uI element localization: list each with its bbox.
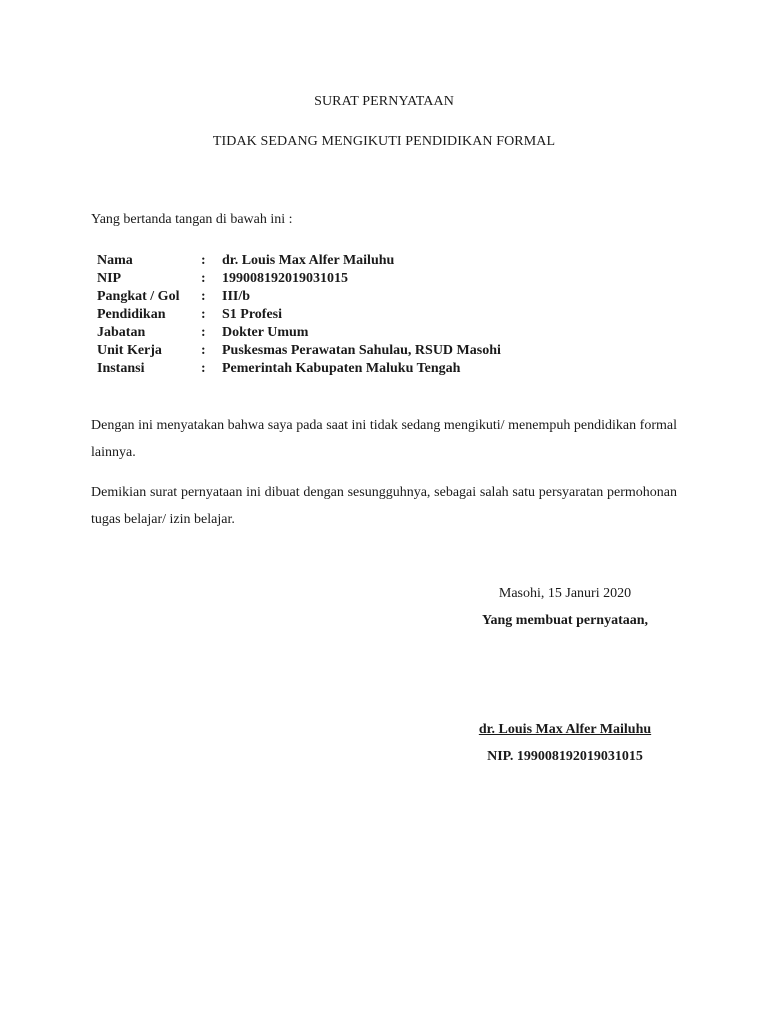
identity-colon: : [201, 271, 206, 286]
identity-value: Pemerintah Kabupaten Maluku Tengah [222, 361, 461, 376]
document-subtitle: TIDAK SEDANG MENGIKUTI PENDIDIKAN FORMAL [212, 134, 556, 149]
intro-text: Yang bertanda tangan di bawah ini : [91, 212, 293, 227]
identity-colon: : [201, 343, 206, 358]
identity-label: Pendidikan [97, 307, 166, 322]
identity-label: Pangkat / Gol [97, 289, 180, 304]
identity-label: Jabatan [97, 325, 146, 340]
identity-value: dr. Louis Max Alfer Mailuhu [222, 253, 395, 268]
identity-value: III/b [222, 289, 251, 304]
place-date: Masohi, 15 Januri 2020 [498, 586, 632, 601]
identity-label: Instansi [97, 361, 145, 376]
identity-colon: : [201, 361, 206, 376]
identity-value: 199008192019031015 [222, 271, 348, 286]
identity-colon: : [201, 289, 206, 304]
signer-name: dr. Louis Max Alfer Mailuhu [478, 722, 652, 737]
closing-paragraph: Demikian surat pernyataan ini dibuat dengan sesungguhnya, sebagai salah satu persyaratan permohonan tugas belajar/ izin belajar. [91, 485, 677, 527]
signer-role: Yang membuat pernyataan, [481, 613, 649, 628]
statement-paragraph: Dengan ini menyatakan bahwa saya pada saat ini tidak sedang mengikuti/ menempuh pendidikan formal lainnya. [91, 418, 677, 460]
identity-colon: : [201, 325, 206, 340]
identity-value: Puskesmas Perawatan Sahulau, RSUD Masohi [222, 343, 501, 358]
identity-label: Nama [97, 253, 133, 268]
identity-colon: : [201, 307, 206, 322]
identity-label: Unit Kerja [97, 343, 162, 358]
identity-colon: : [201, 253, 206, 268]
signer-nip: NIP. 199008192019031015 [487, 749, 643, 764]
identity-value: S1 Profesi [222, 307, 283, 322]
document-title: SURAT PERNYATAAN [314, 94, 454, 109]
identity-value: Dokter Umum [222, 325, 309, 340]
identity-label: NIP [97, 271, 122, 286]
